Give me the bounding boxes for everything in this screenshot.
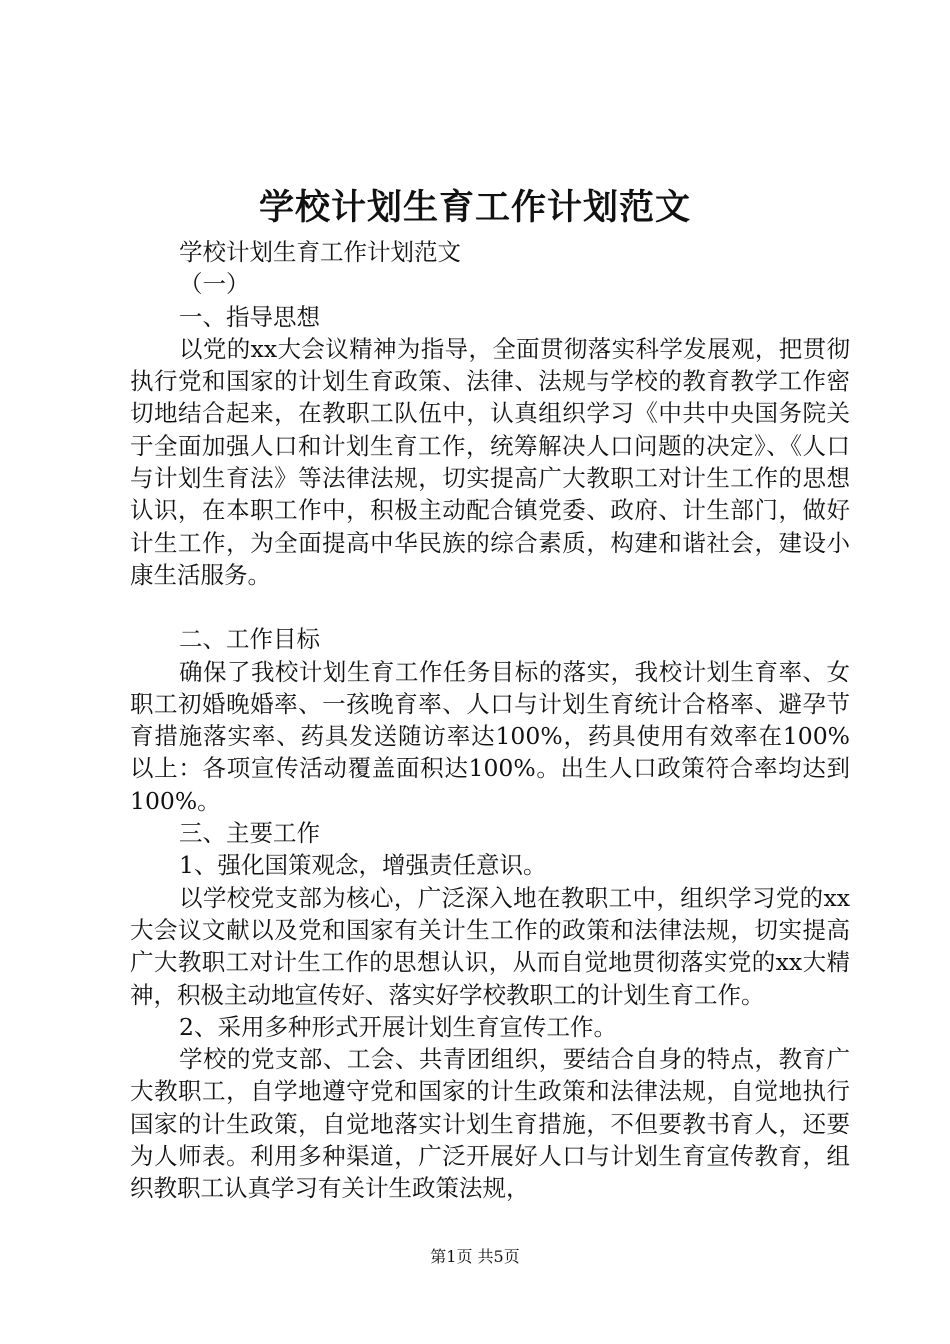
document-title: 学校计划生育工作计划范文 — [258, 187, 691, 228]
paragraph-guiding-ideology: 以党的xx大会议精神为指导，全面贯彻落实科学发展观，把贯彻执行党和国家的计划生育政策、法律、法规与学校的教育教学工作密切地结合起来，在教职工队伍中，认真组织学习《中共中央国务院关于全面加强人口和计划生育工作，统筹解决人口问题的决定》、《人口与计划生育法》等法律法规，切实提高广大教职工对计生工作的思想认识，在本职工作中，积极主动配合镇党委、政府、计生部门，做好计生工作，为全面提高中华民族的综合素质，构建和谐社会，建设小康生活服务。 — [130, 334, 850, 589]
section-number: （一） — [179, 270, 250, 299]
paragraph-item-1: 以学校党支部为核心，广泛深入地在教职工中，组织学习党的xx大会议文献以及党和国家有关计生工作的政策和法律法规，切实提高广大教职工对计生工作的思想认识，从而自觉地贯彻落实党的xx大精神，积极主动地宣传好、落实好学校教职工的计划生育工作。 — [130, 883, 850, 1009]
heading-guiding-ideology: 一、指导思想 — [179, 302, 320, 331]
heading-main-work: 三、主要工作 — [179, 819, 320, 848]
heading-work-goals: 二、工作目标 — [179, 625, 320, 654]
paragraph-item-2: 学校的党支部、工会、共青团组织，要结合自身的特点，教育广大教职工，自学地遵守党和国家的计生政策和法律法规，自觉地执行国家的计生政策，自觉地落实计划生育措施，不但要教书育人，还要为人师表。利用多种渠道，广泛开展好人口与计划生育宣传教育，组织教职工认真学习有关计生政策法规， — [130, 1045, 850, 1203]
paragraph-gap — [130, 591, 850, 623]
page-footer: 第1页 共5页 — [430, 1247, 520, 1266]
paragraph-work-goals: 确保了我校计划生育工作任务目标的落实，我校计划生育率、女职工初婚晚婚率、一孩晚育率、人口与计划生育统计合格率、避孕节育措施落实率、药具发送随访率达100%，药具使用有效率在100%以上：各项宣传活动覆盖面积达100%。出生人口政策符合率均达到100%。 — [130, 657, 850, 815]
subheading-item-1: 1、强化国策观念，增强责任意识。 — [179, 851, 547, 880]
subtitle-paragraph: 学校计划生育工作计划范文 — [179, 238, 461, 266]
document-body — [130, 236, 850, 1205]
subheading-item-2: 2、采用多种形式开展计划生育宣传工作。 — [179, 1012, 617, 1041]
